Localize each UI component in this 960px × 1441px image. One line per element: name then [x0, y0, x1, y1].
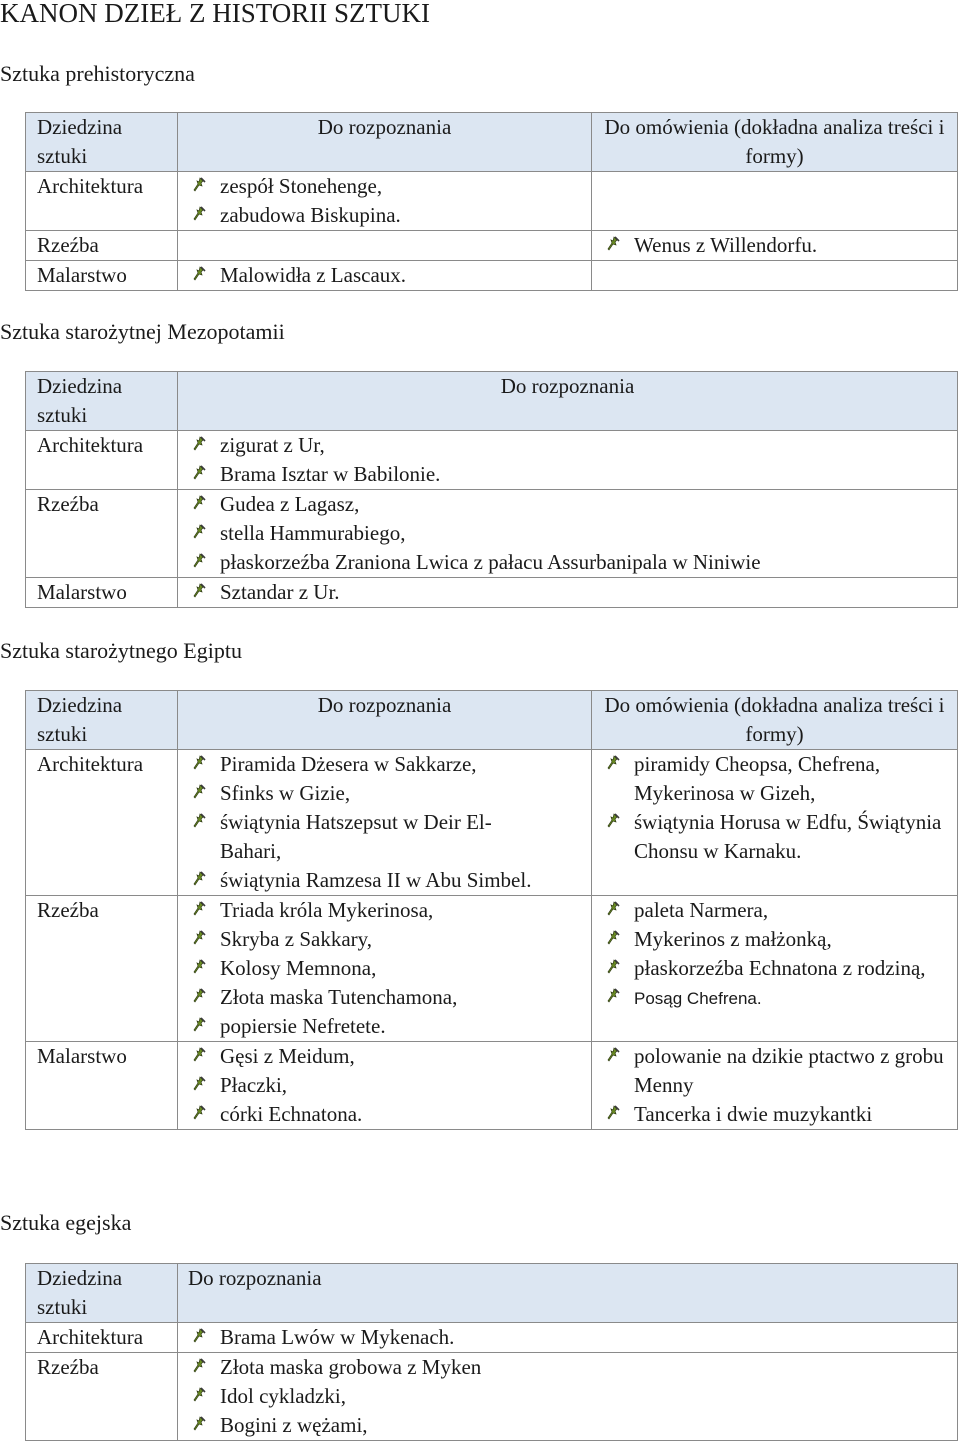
pushpin-icon [192, 495, 208, 511]
discuss-cell [592, 172, 958, 231]
list-item: zespół Stonehenge, [178, 172, 591, 201]
pushpin-icon [606, 959, 622, 975]
table-row [26, 896, 958, 1042]
header-field: Dziedzina sztuki [26, 372, 178, 431]
list-item: Brama Isztar w Babilonie. [178, 460, 957, 489]
table-egypt [25, 690, 958, 1130]
table-header-row [26, 691, 958, 750]
list-item: Malowidła z Lascaux. [178, 261, 591, 290]
list-item: Skryba z Sakkary, [178, 925, 591, 954]
pushpin-icon [606, 1105, 622, 1121]
list-item: Idol cykladzki, [178, 1382, 957, 1411]
table-row [26, 750, 958, 896]
list-item: świątynia Hatszepsut w Deir El-Bahari, [178, 808, 551, 866]
table-header-row [26, 372, 958, 431]
table-mesopotamia [25, 371, 958, 608]
header-discuss: Do omówienia (dokładna analiza treści i formy) [592, 113, 958, 172]
row-field: Malarstwo [26, 1042, 178, 1130]
row-field: Architektura [26, 172, 178, 231]
list-item: Piramida Dżesera w Sakkarze, [178, 750, 551, 779]
pushpin-icon [192, 266, 208, 282]
pushpin-icon [192, 583, 208, 599]
list-item: Wenus z Willendorfu. [592, 231, 957, 260]
recognize-cell [178, 896, 592, 1042]
row-field: Architektura [26, 750, 178, 896]
list-item: Triada króla Mykerinosa, [178, 896, 591, 925]
pushpin-icon [192, 784, 208, 800]
section-heading-egypt: Sztuka starożytnego Egiptu [0, 638, 242, 663]
recognize-cell [178, 261, 592, 291]
list-item: świątynia Ramzesa II w Abu Simbel. [178, 866, 551, 895]
pushpin-icon [192, 524, 208, 540]
pushpin-icon [192, 871, 208, 887]
table-row [26, 1042, 958, 1130]
pushpin-icon [192, 1017, 208, 1033]
pushpin-icon [192, 959, 208, 975]
list-item: Kolosy Memnona, [178, 954, 591, 983]
recognize-cell [178, 578, 958, 608]
recognize-cell [178, 490, 958, 578]
list-item: zabudowa Biskupina. [178, 201, 591, 230]
pushpin-icon [192, 206, 208, 222]
pushpin-icon [606, 930, 622, 946]
list-item: świątynia Horusa w Edfu, Świątynia Chonsu w Karnaku. [592, 808, 957, 866]
pushpin-icon [192, 1358, 208, 1374]
header-field: Dziedzina sztuki [26, 1264, 178, 1323]
discuss-cell [592, 261, 958, 291]
list-item: Złota maska Tutenchamona, [178, 983, 591, 1012]
list-item: piramidy Cheopsa, Chefrena, Mykerinosa w Gizeh, [592, 750, 957, 808]
pushpin-icon [192, 1047, 208, 1063]
table-row [26, 261, 958, 291]
table-row [26, 172, 958, 231]
pushpin-icon [192, 1328, 208, 1344]
pushpin-icon [192, 1076, 208, 1092]
discuss-cell [592, 750, 958, 896]
row-field: Architektura [26, 1323, 178, 1353]
list-item: Posąg Chefrena. [592, 983, 957, 1013]
discuss-cell [592, 1042, 958, 1130]
recognize-cell [178, 750, 592, 896]
list-item: popiersie Nefretete. [178, 1012, 591, 1041]
pushpin-icon [192, 465, 208, 481]
header-field: Dziedzina sztuki [26, 691, 178, 750]
header-recognize: Do rozpoznania [178, 113, 592, 172]
row-field: Rzeźba [26, 490, 178, 578]
header-field: Dziedzina sztuki [26, 113, 178, 172]
list-item: Mykerinos z małżonką, [592, 925, 957, 954]
pushpin-icon [192, 177, 208, 193]
list-item: Gęsi z Meidum, [178, 1042, 591, 1071]
table-row [26, 1323, 958, 1353]
list-item: zigurat z Ur, [178, 431, 957, 460]
list-item: Sfinks w Gizie, [178, 779, 551, 808]
table-header-row [26, 1264, 958, 1323]
header-recognize: Do rozpoznania [178, 372, 958, 431]
pushpin-icon [606, 813, 622, 829]
list-item: Tancerka i dwie muzykantki [592, 1100, 957, 1129]
pushpin-icon [192, 1416, 208, 1432]
row-field: Architektura [26, 431, 178, 490]
pushpin-icon [192, 755, 208, 771]
pushpin-icon [192, 1387, 208, 1403]
row-field: Rzeźba [26, 1353, 178, 1441]
document-title: KANON DZIEŁ Z HISTORII SZTUKI [0, 0, 430, 28]
pushpin-icon [192, 901, 208, 917]
recognize-cell [178, 431, 958, 490]
recognize-cell [178, 1042, 592, 1130]
list-item: stella Hammurabiego, [178, 519, 957, 548]
pushpin-icon [606, 1047, 622, 1063]
header-discuss: Do omówienia (dokładna analiza treści i formy) [592, 691, 958, 750]
pushpin-icon [192, 813, 208, 829]
pushpin-icon [606, 901, 622, 917]
list-item: Płaczki, [178, 1071, 591, 1100]
recognize-cell [178, 172, 592, 231]
section-heading-mesopotamia: Sztuka starożytnej Mezopotamii [0, 319, 285, 344]
row-field: Rzeźba [26, 896, 178, 1042]
recognize-cell [178, 1353, 958, 1441]
table-prehistoric [25, 112, 958, 291]
list-item: Bogini z wężami, [178, 1411, 957, 1440]
table-row [26, 231, 958, 261]
list-item: Gudea z Lagasz, [178, 490, 957, 519]
recognize-cell [178, 231, 592, 261]
pushpin-icon [192, 988, 208, 1004]
list-item: paleta Narmera, [592, 896, 957, 925]
header-recognize: Do rozpoznania [178, 1264, 958, 1323]
list-item: Sztandar z Ur. [178, 578, 957, 607]
discuss-cell [592, 896, 958, 1042]
recognize-cell [178, 1323, 958, 1353]
table-header-row [26, 113, 958, 172]
table-aegean [25, 1263, 958, 1441]
list-item: płaskorzeźba Echnatona z rodziną, [592, 954, 957, 983]
table-row [26, 578, 958, 608]
discuss-cell [592, 231, 958, 261]
list-item: córki Echnatona. [178, 1100, 591, 1129]
row-field: Rzeźba [26, 231, 178, 261]
table-row [26, 490, 958, 578]
pushpin-icon [192, 436, 208, 452]
pushpin-icon [192, 553, 208, 569]
section-heading-prehistoric: Sztuka prehistoryczna [0, 61, 195, 86]
header-recognize: Do rozpoznania [178, 691, 592, 750]
pushpin-icon [606, 236, 622, 252]
table-row [26, 1353, 958, 1441]
pushpin-icon [606, 755, 622, 771]
list-item: Brama Lwów w Mykenach. [178, 1323, 957, 1352]
row-field: Malarstwo [26, 261, 178, 291]
list-item: płaskorzeźba Zraniona Lwica z pałacu Assurbanipala w Niniwie [178, 548, 957, 577]
list-item: polowanie na dzikie ptactwo z grobu Menny [592, 1042, 957, 1100]
section-heading-aegean: Sztuka egejska [0, 1210, 132, 1235]
pushpin-icon [192, 930, 208, 946]
table-row [26, 431, 958, 490]
row-field: Malarstwo [26, 578, 178, 608]
pushpin-icon [192, 1105, 208, 1121]
list-item: Złota maska grobowa z Myken [178, 1353, 957, 1382]
pushpin-icon [606, 988, 622, 1004]
